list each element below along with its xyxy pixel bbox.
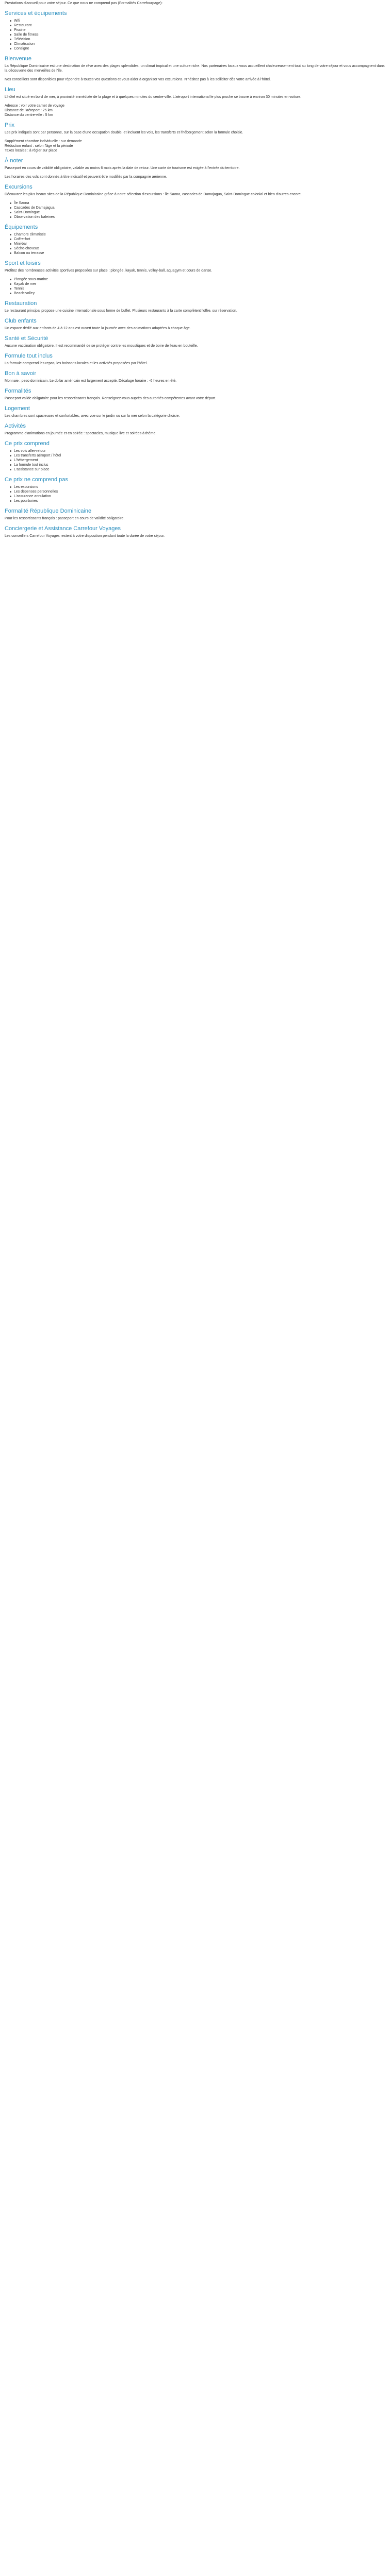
- note-line: Supplément chambre individuelle : sur demande: [5, 140, 82, 143]
- sante-title: Santé et Sécurité: [5, 335, 48, 342]
- bon-a-savoir-title: Bon à savoir: [5, 370, 37, 377]
- list-item: Kayak de mer: [14, 282, 386, 286]
- list-item: Wifi: [14, 19, 386, 23]
- paragraph: Les conseillers Carrefour Voyages restent à votre disposition pendant toute la durée de votre séjour.: [5, 534, 165, 538]
- equipements-list: [5, 232, 386, 256]
- paragraph: Pour les ressortissants français : passeport en cours de validité obligatoire.: [5, 517, 125, 520]
- formalites-title: Formalités: [5, 388, 31, 394]
- paragraph: L'hôtel est situé en bord de mer, à proximité immédiate de la plage et à quelques minutes du centre-ville. L'aéroport international le plus proche se trouve à environ 30 minutes en voiture.: [5, 95, 302, 99]
- note-line: Réduction enfant : selon l'âge et la période: [5, 144, 73, 148]
- ce-prix-comprend-title: Ce prix comprend: [5, 440, 50, 447]
- list-item: Consigne: [14, 46, 386, 51]
- paragraph: Passeport valide obligatoire pour les ressortissants français. Renseignez-vous auprès des autorités compétentes avant votre départ.: [5, 397, 217, 400]
- list-item: Observation des baleines: [14, 215, 386, 219]
- list-item: Les dépenses personnelles: [14, 489, 386, 494]
- restauration-title: Restauration: [5, 300, 37, 307]
- note-line: Taxes locales : à régler sur place: [5, 149, 57, 152]
- services-title: Services et équipements: [5, 10, 67, 16]
- paragraph: Les chambres sont spacieuses et confortables, avec vue sur le jardin ou sur la mer selon la catégorie choisie.: [5, 414, 180, 418]
- list-item: Mini-bar: [14, 242, 386, 246]
- paragraph: Monnaie : peso dominicain. Le dollar américain est largement accepté. Décalage horaire : -6 heures en été.: [5, 379, 177, 383]
- paragraph: Un espace dédié aux enfants de 4 à 12 ans est ouvert toute la journée avec des animations adaptées à chaque âge.: [5, 327, 191, 330]
- paragraph: Le restaurant principal propose une cuisine internationale sous forme de buffet. Plusieurs restaurants à la carte complètent l'offre, sur réservation.: [5, 309, 237, 313]
- ce-prix-ne-comprend-pas-title: Ce prix ne comprend pas: [5, 477, 68, 483]
- services-list: [5, 19, 386, 51]
- logement-title: Logement: [5, 405, 30, 412]
- list-item: Les pourboires: [14, 499, 386, 503]
- prix-title: Prix: [5, 122, 14, 128]
- paragraph: Nos conseillers sont disponibles pour répondre à toutes vos questions et vous aider à organiser vos excursions. N'hésitez pas à les solliciter dès votre arrivée à l'hôtel.: [5, 78, 271, 81]
- sport-title: Sport et loisirs: [5, 260, 41, 266]
- paragraph: La formule comprend les repas, les boissons locales et les activités proposées par l'hôtel.: [5, 362, 148, 365]
- list-item: Cascades de Damajagua: [14, 206, 386, 210]
- activites-title: Activités: [5, 423, 26, 429]
- list-item: L'hébergement: [14, 458, 386, 463]
- list-item: Télévision: [14, 37, 386, 42]
- sport-list: [5, 277, 386, 296]
- list-item: L'assistance sur place: [14, 467, 386, 472]
- list-item: Restaurant: [14, 23, 386, 28]
- excursions-title: Excursions: [5, 184, 32, 190]
- equipements-title: Équipements: [5, 224, 38, 230]
- paragraph: Découvrez les plus beaux sites de la République Dominicaine grâce à notre sélection d'excursions : île Saona, cascades de Damajagua, Saint-Domingue colonial et bien d'autres encore.: [5, 193, 302, 196]
- paragraph: La République Dominicaine est une destination de rêve avec des plages splendides, un climat tropical et une culture riche. Nos partenaires locaux vous accueillent chaleureusement tout au long de votre séjour et vous accompagnent dans la découverte des merveilles de l'île.: [5, 64, 385, 73]
- paragraph: Aucune vaccination obligatoire. Il est recommandé de se protéger contre les moustiques et de boire de l'eau en bouteille.: [5, 344, 198, 348]
- list-item: Beach-volley: [14, 291, 386, 296]
- formule-title: Formule tout inclus: [5, 353, 53, 359]
- paragraph: Les prix indiqués sont par personne, sur la base d'une occupation double, et incluent les vols, les transferts et l'hébergement selon la formule choisie.: [5, 131, 243, 134]
- meta-line: Distance de l'aéroport : 25 km: [5, 109, 53, 112]
- ce-prix-comprend-list: [5, 449, 386, 472]
- paragraph: Programme d'animations en journée et en soirée : spectacles, musique live et soirées à thème.: [5, 432, 157, 435]
- list-item: Salle de fitness: [14, 32, 386, 37]
- list-item: Saint-Domingue: [14, 210, 386, 215]
- paragraph: Profitez des nombreuses activités sportives proposées sur place : plongée, kayak, tennis, volley-ball, aquagym et cours de danse.: [5, 269, 213, 273]
- list-item: Climatisation: [14, 42, 386, 46]
- list-item: Sèche-cheveux: [14, 246, 386, 251]
- list-item: Les vols aller-retour: [14, 449, 386, 453]
- intro-text: Prestations d'accueil pour votre séjour. Ce que nous ne comprend pas (Formalités Carrefourpage):: [5, 2, 162, 5]
- a-noter-title: À noter: [5, 158, 23, 164]
- bienvenue-title: Bienvenue: [5, 56, 31, 62]
- paragraph: Passeport en cours de validité obligatoire, valable au moins 6 mois après la date de retour. Une carte de tourisme est exigée à l'entrée du territoire.: [5, 166, 240, 170]
- list-item: Coffre-fort: [14, 237, 386, 242]
- ce-prix-ne-comprend-pas-list: [5, 485, 386, 503]
- republique-infos-title: Formalité République Dominicaine: [5, 508, 92, 514]
- list-item: La formule tout inclus: [14, 463, 386, 467]
- lieu-title: Lieu: [5, 87, 15, 93]
- list-item: Les transferts aéroport / hôtel: [14, 453, 386, 458]
- list-item: Tennis: [14, 286, 386, 291]
- list-item: Chambre climatisée: [14, 232, 386, 237]
- meta-line: Adresse : voir votre carnet de voyage: [5, 104, 64, 108]
- meta-line: Distance du centre-ville : 5 km: [5, 113, 53, 117]
- list-item: Plongée sous-marine: [14, 277, 386, 282]
- conditions-title: Conciergerie et Assistance Carrefour Voyages: [5, 526, 121, 532]
- list-item: Piscine: [14, 28, 386, 32]
- club-title: Club enfants: [5, 318, 37, 324]
- list-item: Les excursions: [14, 485, 386, 489]
- page-content: [0, 1, 391, 538]
- list-item: Île Saona: [14, 201, 386, 206]
- list-item: Balcon ou terrasse: [14, 251, 386, 256]
- list-item: L'assurance annulation: [14, 494, 386, 499]
- paragraph: Les horaires des vols sont donnés à titre indicatif et peuvent être modifiés par la compagnie aérienne.: [5, 175, 167, 179]
- excursions-list: [5, 201, 386, 219]
